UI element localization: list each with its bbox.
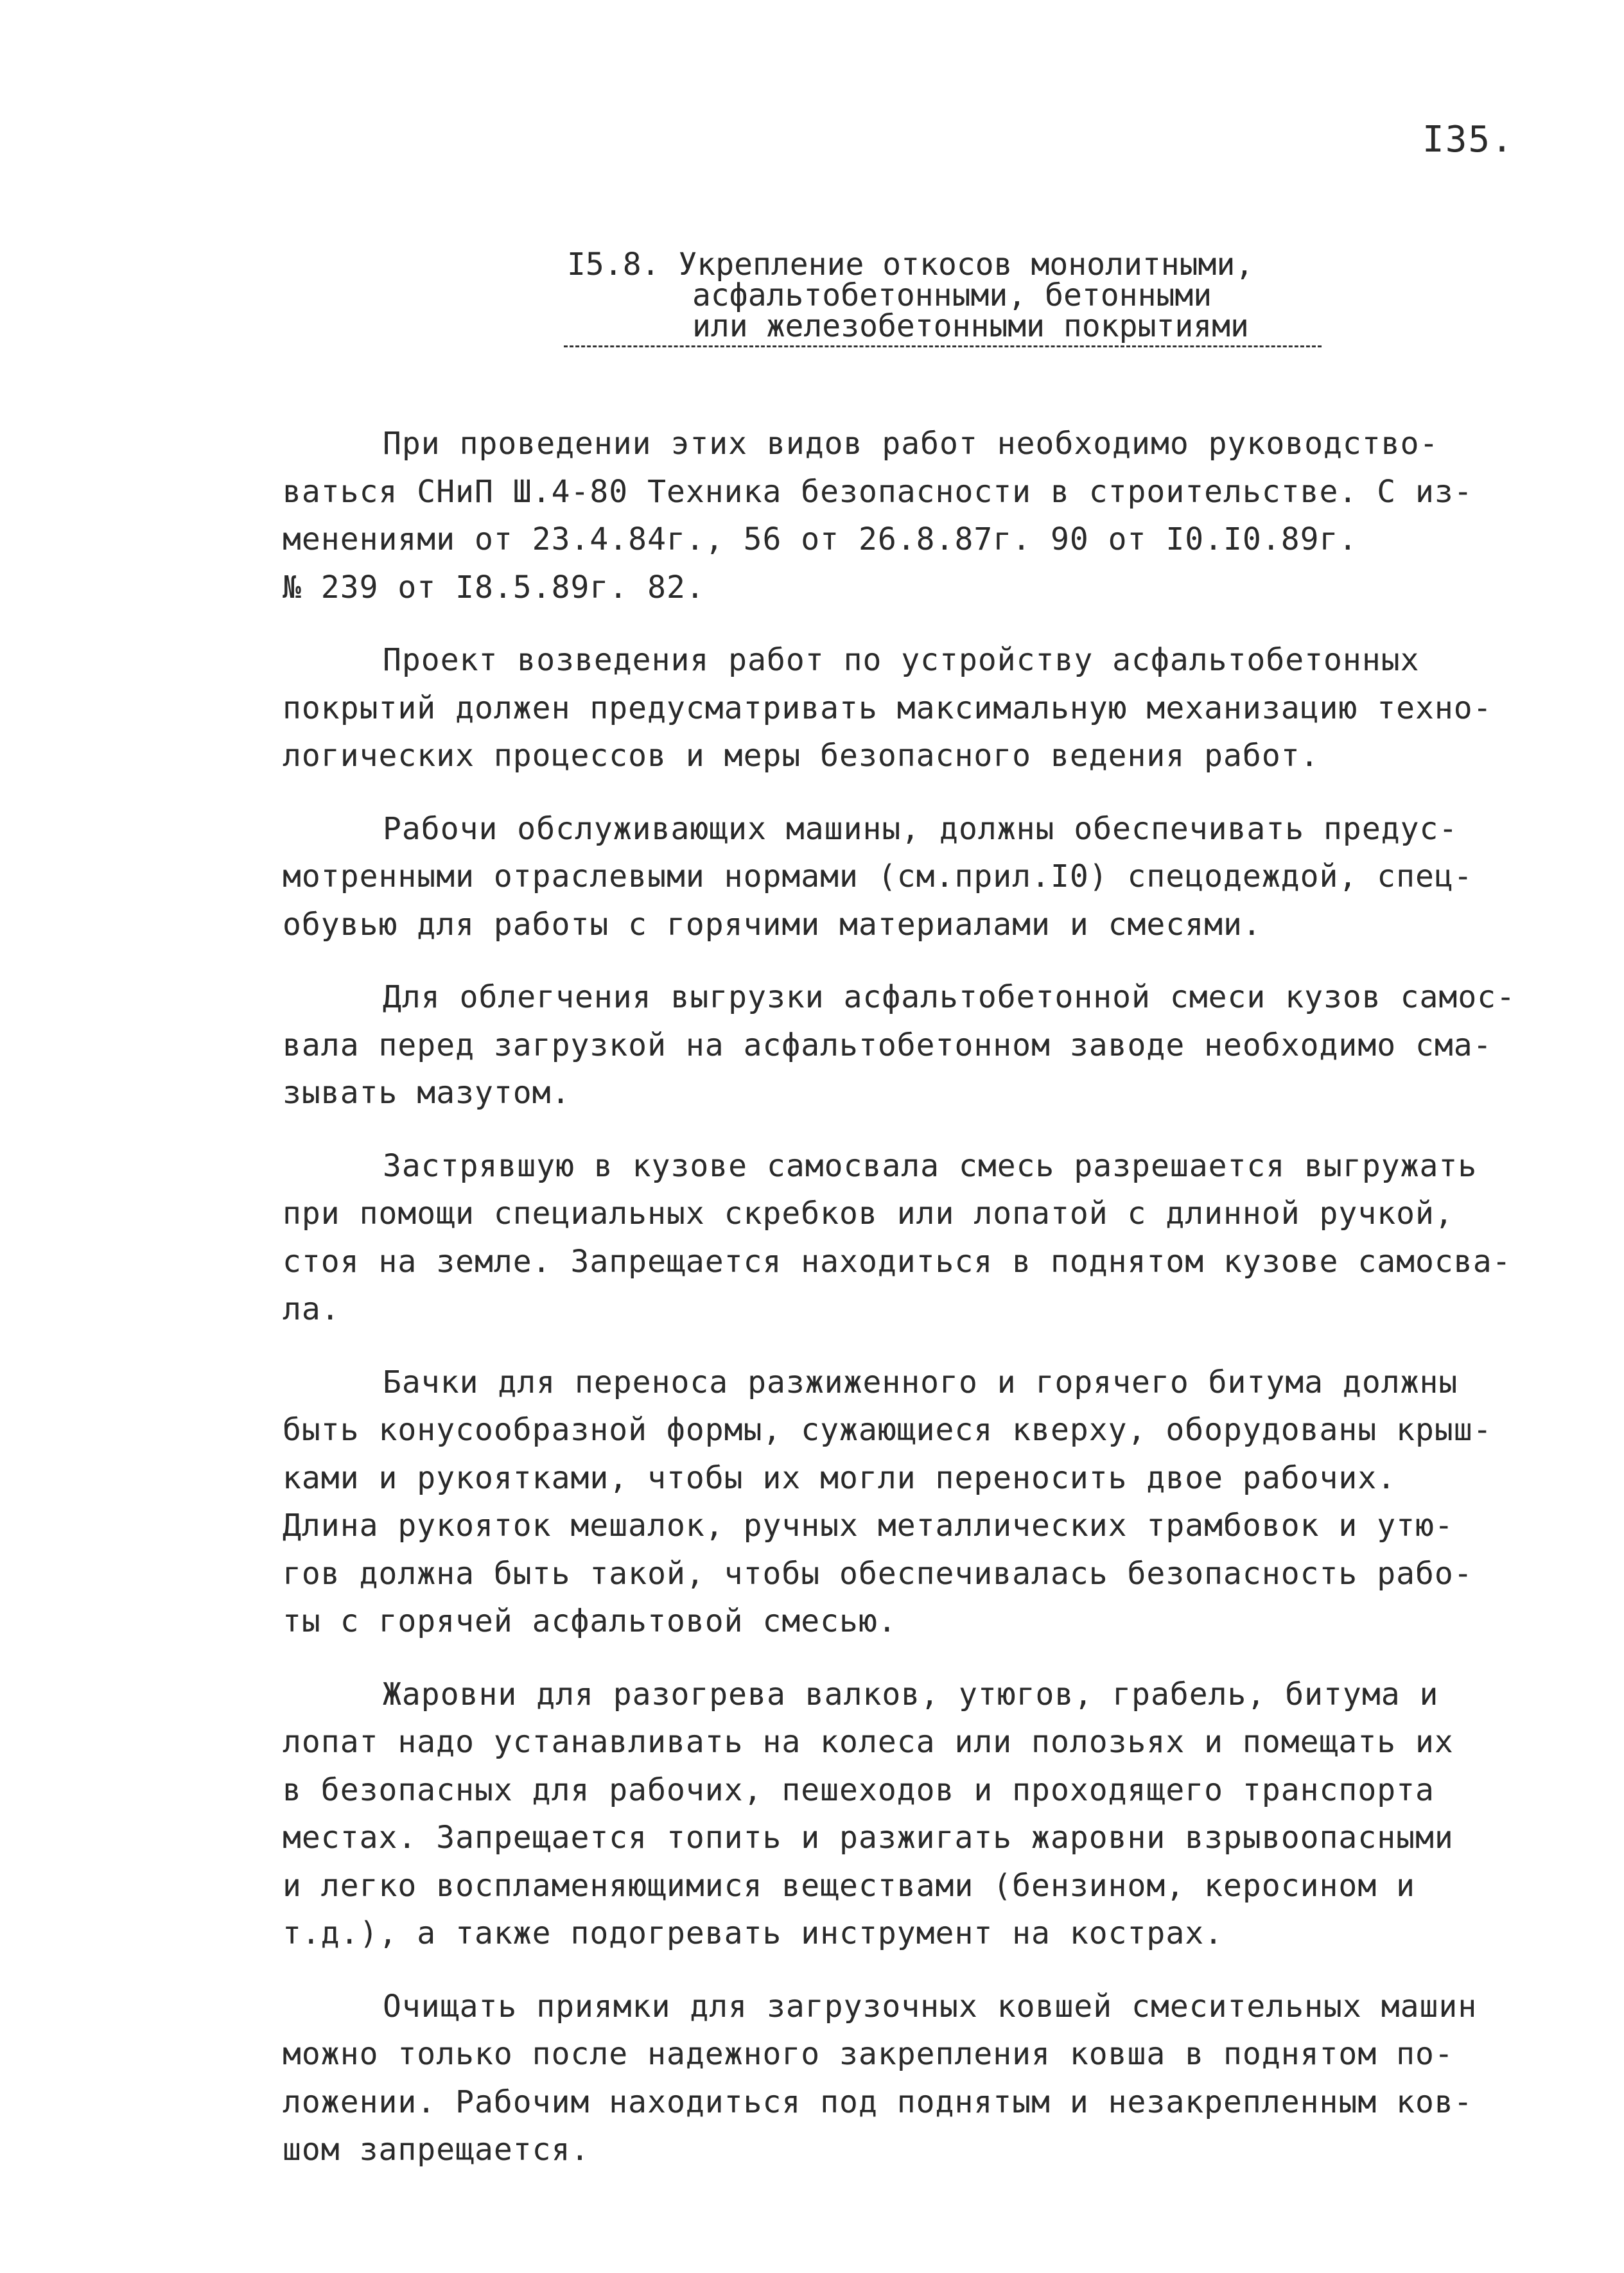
heading-line-1: I5.8. Укрепление откосов монолитными, bbox=[567, 247, 1254, 283]
heading-line-3: или железобетонными покрытиями bbox=[692, 308, 1249, 344]
paragraph-3 bbox=[283, 805, 1541, 949]
paragraph-line: Рабочи обслуживающих машины, должны обеспечивать предус- bbox=[383, 810, 1458, 847]
paragraph-line: в безопасных для рабочих, пешеходов и проходящего транспорта bbox=[283, 1772, 1435, 1808]
paragraph-line: ками и рукоятками, чтобы их могли переносить двое рабочих. bbox=[283, 1459, 1397, 1496]
paragraph-line: При проведении этих видов работ необходимо руководство- bbox=[383, 426, 1439, 462]
paragraph-line: Для облегчения выгрузки асфальтобетонной смеси кузов самос- bbox=[383, 979, 1516, 1015]
heading-underline bbox=[564, 345, 1322, 347]
paragraph-line: Длина рукояток мешалок, ручных металлических трамбовок и утю- bbox=[283, 1508, 1454, 1544]
paragraph-line: менениями от 23.4.84г., 56 от 26.8.87г. 90 от I0.I0.89г. bbox=[283, 521, 1358, 557]
paragraph-line: ты с горячей асфальтовой смесью. bbox=[283, 1603, 897, 1639]
paragraph-5 bbox=[283, 1142, 1541, 1334]
paragraph-line: т.д.), а также подогревать инструмент на кострах. bbox=[283, 1915, 1224, 1951]
heading-line-2: асфальтобетонными, бетонными bbox=[692, 277, 1212, 313]
paragraph-line: № 239 от I8.5.89г. 82. bbox=[283, 569, 705, 605]
paragraph-line: местах. Запрещается топить и разжигать жаровни взрывоопасными bbox=[283, 1820, 1454, 1856]
paragraph-line: ваться СНиП Ш.4-80 Техника безопасности в строительстве. С из- bbox=[283, 473, 1473, 510]
paragraph-line: Проект возведения работ по устройству асфальтобетонных bbox=[383, 642, 1420, 678]
paragraph-line: вала перед загрузкой на асфальтобетонном заводе необходимо сма- bbox=[283, 1027, 1492, 1063]
paragraph-line: лопат надо устанавливать на колеса или полозьях и помещать их bbox=[283, 1724, 1454, 1760]
paragraph-line: шом запрещается. bbox=[283, 2132, 590, 2168]
paragraph-line: Застрявшую в кузове самосвала смесь разрешается выгружать bbox=[383, 1147, 1478, 1184]
paragraph-line: стоя на земле. Запрещается находиться в поднятом кузове самосва- bbox=[283, 1243, 1512, 1280]
page-number: I35. bbox=[1422, 119, 1514, 161]
paragraph-line: ложении. Рабочим находиться под поднятым и незакрепленным ков- bbox=[283, 2084, 1473, 2120]
paragraph-line: мотренными отраслевыми нормами (см.прил.I0) спецодеждой, спец- bbox=[283, 858, 1473, 894]
paragraph-line: быть конусообразной формы, сужающиеся кверху, оборудованы крыш- bbox=[283, 1412, 1492, 1448]
paragraph-1 bbox=[283, 420, 1541, 611]
paragraph-line: Очищать приямки для загрузочных ковшей смесительных машин bbox=[383, 1988, 1478, 2025]
paragraph-line: зывать мазутом. bbox=[283, 1075, 571, 1111]
paragraph-4 bbox=[283, 973, 1541, 1117]
paragraph-line: покрытий должен предусматривать максимальную механизацию техно- bbox=[283, 690, 1492, 726]
paragraph-8 bbox=[283, 1983, 1541, 2174]
paragraph-line: Бачки для переноса разжиженного и горячего битума должны bbox=[383, 1364, 1458, 1400]
paragraph-7 bbox=[283, 1671, 1541, 1958]
paragraph-line: ла. bbox=[283, 1291, 340, 1327]
paragraph-line: Жаровни для разогрева валков, утюгов, грабель, битума и bbox=[383, 1676, 1439, 1712]
paragraph-line: при помощи специальных скребков или лопатой с длинной ручкой, bbox=[283, 1196, 1454, 1232]
paragraph-line: обувью для работы с горячими материалами и смесями. bbox=[283, 906, 1262, 943]
paragraph-2 bbox=[283, 636, 1541, 780]
paragraph-line: логических процессов и меры безопасного ведения работ. bbox=[283, 738, 1320, 774]
body-text bbox=[283, 420, 1541, 2174]
paragraph-line: можно только после надежного закрепления ковша в поднятом по- bbox=[283, 2036, 1454, 2072]
section-heading bbox=[567, 249, 1338, 342]
paragraph-line: и легко воспламеняющимися веществами (бензином, керосином и bbox=[283, 1867, 1416, 1904]
paragraph-line: гов должна быть такой, чтобы обеспечивалась безопасность рабо- bbox=[283, 1555, 1473, 1592]
paragraph-6 bbox=[283, 1359, 1541, 1646]
